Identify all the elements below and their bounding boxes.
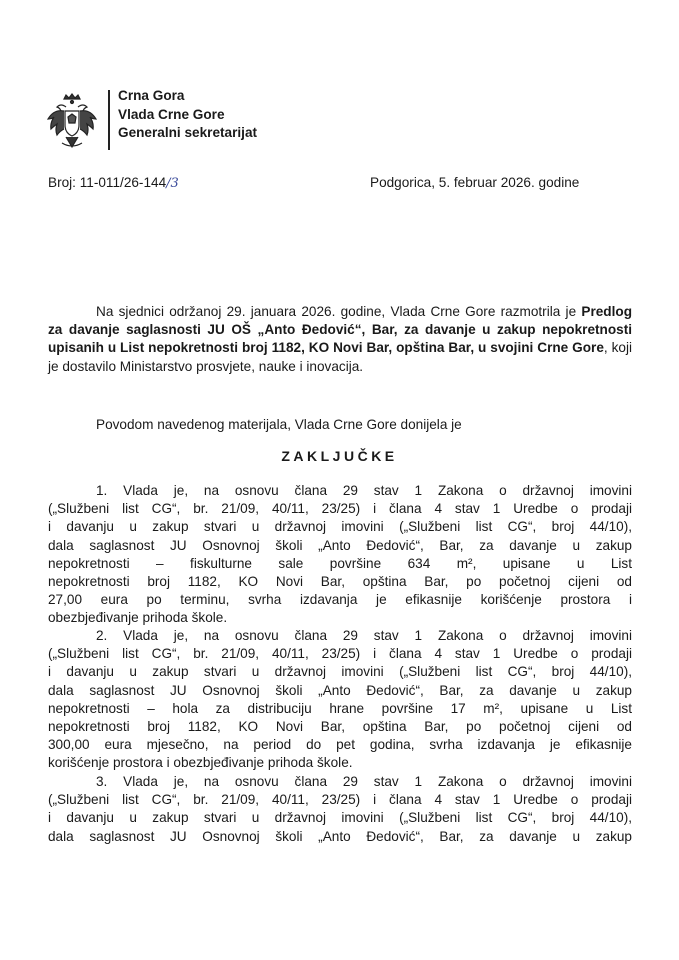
conclusion-item-2 — [48, 627, 632, 773]
item-line: („Službeni list CG“, br. 21/09, 40/11, 23/25) i člana 4 stav 1 Uredbe o prodaji — [48, 646, 632, 662]
item-line: nepokretnosti – fiskulturne sale površine 634 m², upisane u List — [48, 555, 632, 571]
reference-number — [48, 175, 179, 191]
handwritten-suffix: /3 — [166, 176, 179, 191]
item-line: obezbjeđivanje prihoda škole. — [48, 610, 228, 626]
povodom-paragraph: Povodom navedenog materijala, Vlada Crne Gore donijela je — [96, 417, 462, 432]
montenegro-coat-of-arms-icon — [44, 93, 100, 151]
org-government: Vlada Crne Gore — [118, 106, 225, 122]
item-line: 300,00 eura mjesečno, na period do pet godina, svrha izdavanja je efikasnije — [48, 737, 632, 753]
intro-text-1: Na sjednici održanoj 29. januara 2026. godine, Vlada Crne Gore razmotrila je — [96, 304, 582, 319]
item-line: nepokretnosti broj 1182, KO Novi Bar, opština Bar, po početnoj cijeni od — [48, 719, 632, 735]
item-line: 27,00 eura po terminu, svrha izdavanja je efikasnije korišćenje prostora i — [48, 592, 632, 608]
item-line: („Službeni list CG“, br. 21/09, 40/11, 23/25) i člana 4 stav 1 Uredbe o prodaji — [48, 501, 632, 517]
item-line: i davanju u zakup stvari u državnoj imovini („Službeni list CG“, broj 44/10), — [48, 810, 632, 826]
item-line: dala saglasnost JU Osnovnoj školi „Anto Đedović“, Bar, za davanje u zakup — [48, 682, 632, 698]
item-line: nepokretnosti broj 1182, KO Novi Bar, opština Bar, po početnoj cijeni od — [48, 574, 632, 590]
document-date: Podgorica, 5. februar 2026. godine — [370, 175, 580, 190]
item-line: nepokretnosti – hola za distribuciju hrane površine 17 m², upisane u List — [48, 700, 632, 716]
item-line: („Službeni list CG“, br. 21/09, 40/11, 23/25) i člana 4 stav 1 Uredbe o prodaji — [48, 792, 632, 808]
conclusion-item-1 — [48, 482, 632, 628]
section-title: ZAKLJUČKE — [281, 448, 398, 464]
header-divider — [108, 90, 110, 150]
item-line: 3. Vlada je, na osnovu člana 29 stav 1 Zakona o državnoj imovini — [96, 774, 632, 789]
intro-bold-subject: Predlog za davanje saglasnosti JU OŠ „Anto Đedović“, Bar, za davanje u zakup nepokretnosti upisanih u List nepokretnosti broj 1182, KO Novi Bar, opština Bar, u svojini Crne Gore — [48, 304, 632, 356]
org-country: Crna Gora — [118, 88, 185, 103]
item-line: dala saglasnost JU Osnovnoj školi „Anto Đedović“, Bar, za davanje u zakup — [48, 828, 632, 844]
item-line: dala saglasnost JU Osnovnoj školi „Anto Đedović“, Bar, za davanje u zakup — [48, 537, 632, 553]
issuing-organization — [118, 87, 257, 143]
item-line: 2. Vlada je, na osnovu člana 29 stav 1 Zakona o državnoj imovini — [96, 628, 632, 643]
item-line: i davanju u zakup stvari u državnoj imovini („Službeni list CG“, broj 44/10), — [48, 519, 632, 535]
org-secretariat: Generalni sekretarijat — [118, 125, 258, 140]
intro-paragraph — [48, 303, 632, 376]
conclusion-item-3 — [48, 773, 632, 846]
item-line: korišćenje prostora i obezbjeđivanje prihoda škole. — [48, 755, 353, 771]
reference-label: Broj: 11-011/26-144 — [48, 175, 167, 190]
intro-text-2: , koji je dostavilo Ministarstvo prosvjete, nauke i inovacija. — [48, 340, 632, 374]
item-line: 1. Vlada je, na osnovu člana 29 stav 1 Zakona o državnoj imovini — [96, 483, 632, 498]
item-line: i davanju u zakup stvari u državnoj imovini („Službeni list CG“, broj 44/10), — [48, 664, 632, 680]
